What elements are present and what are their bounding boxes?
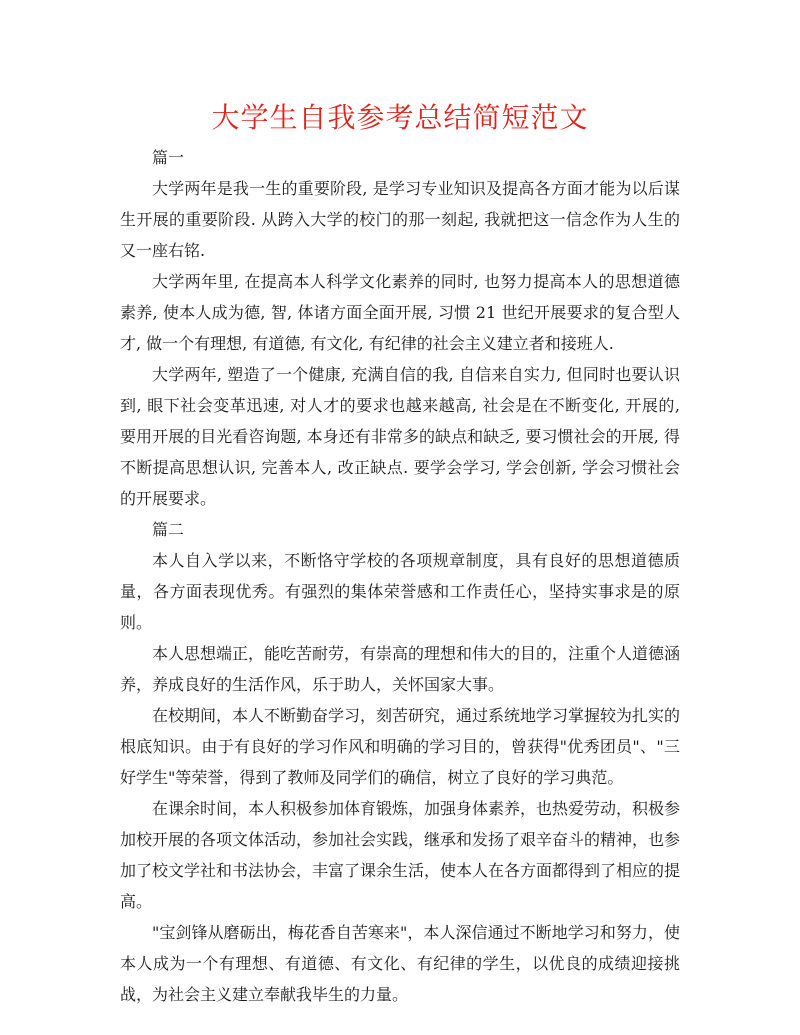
section-label-1: 篇一	[152, 148, 185, 167]
document-page	[120, 98, 680, 1010]
section-1	[120, 142, 680, 514]
document-title: 大学生自我参考总结简短范文	[211, 101, 589, 134]
paragraph: "宝剑锋从磨砺出，梅花香自苦寒来"，本人深信通过不断地学习和努力，使本人成为一个有理想、有道德、有文化、有纪律的学生，以优良的成绩迎接挑战，为社会主义建立奉献我毕生的力量。	[120, 923, 680, 1004]
paragraph: 大学两年里, 在提高本人科学文化素养的同时, 也努力提高本人的思想道德素养, 使本人成为德, 智, 体诸方面全面开展, 习惯 21 世纪开展要求的复合型人才, 做一个有理想, 有道德, 有文化, 有纪律的社会主义建立者和接班人.	[120, 272, 680, 353]
paragraph: 在课余时间，本人积极参加体育锻炼，加强身体素养，也热爱劳动，积极参加校开展的各项文体活动，参加社会实践，继承和发扬了艰辛奋斗的精神，也参加了校文学社和书法协会，丰富了课余生活，使本人在各方面都得到了相应的提高。	[120, 799, 681, 911]
section-2	[120, 514, 680, 1010]
paragraph: 大学两年, 塑造了一个健康, 充满自信的我, 自信来自实力, 但同时也要认识到, 眼下社会变革迅速, 对人才的要求也越来越高, 社会是在不断变化, 开展的, 要用开展的目光看咨询题, 本身还有非常多的缺点和缺乏, 要习惯社会的开展, 得不断提高思想认识, 完善本人, 改正缺点. 要学会学习, 学会创新, 学会习惯社会的开展要求。	[120, 365, 680, 508]
paragraph: 在校期间，本人不断勤奋学习，刻苦研究，通过系统地学习掌握较为扎实的根底知识。由于有良好的学习作风和明确的学习目的，曾获得"优秀团员"、"三好学生"等荣誉，得到了教师及同学们的确信，树立了良好的学习典范。	[120, 706, 681, 787]
section-label-2: 篇二	[152, 520, 185, 539]
paragraph: 本人思想端正，能吃苦耐劳，有崇高的理想和伟大的目的，注重个人道德涵养，养成良好的生活作风，乐于助人，关怀国家大事。	[120, 644, 681, 694]
paragraph: 大学两年是我一生的重要阶段, 是学习专业知识及提高各方面才能为以后谋生开展的重要阶段. 从跨入大学的校门的那一刻起, 我就把这一信念作为人生的又一座右铭.	[120, 179, 680, 260]
paragraph: 本人自入学以来，不断恪守学校的各项规章制度，具有良好的思想道德质量，各方面表现优秀。有强烈的集体荣誉感和工作责任心，坚持实事求是的原则。	[120, 551, 680, 632]
